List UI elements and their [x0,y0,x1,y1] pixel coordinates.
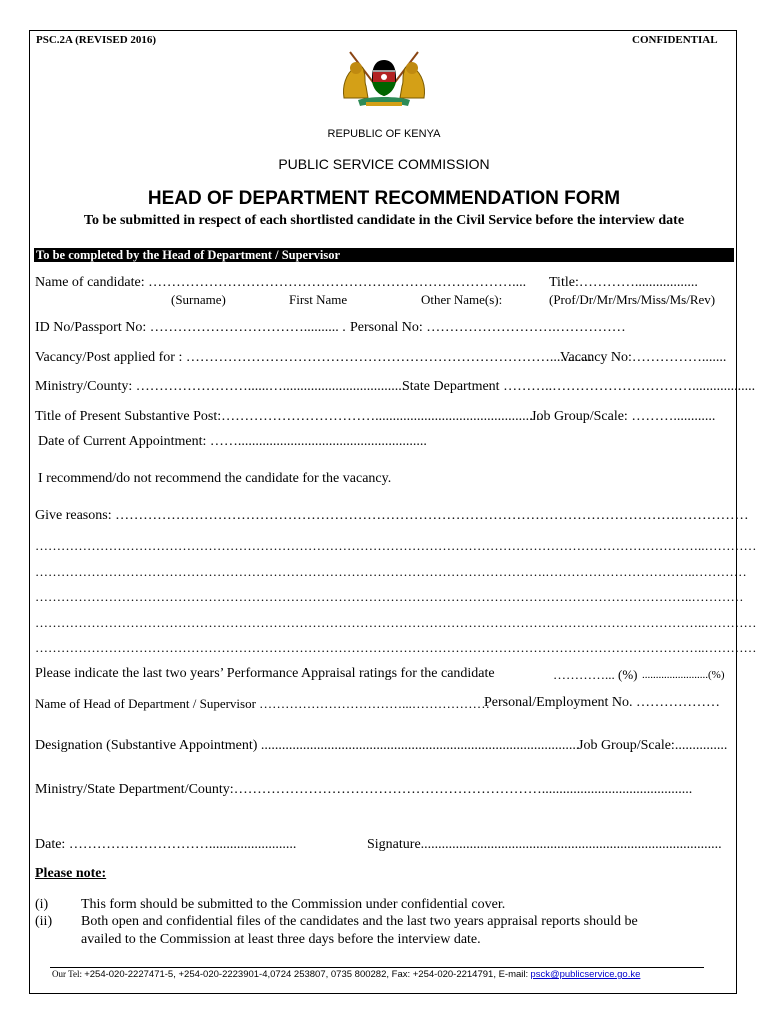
reason-line[interactable]: ……………………………………………………………………………………………………….……………………………..………… [35,564,747,579]
hod-name-field[interactable]: Name of Head of Department / Supervisor ……………………………...……………… [35,696,490,711]
reason-line[interactable]: ……………………………………………………………………………………………………………………………………..………… [35,589,744,604]
date-field[interactable]: Date: …………………………......................... [35,837,297,852]
vacancy-post-field[interactable]: Vacancy/Post applied for : ……………………………………………………………………............ [35,350,592,365]
id-passport-field[interactable]: ID No/Passport No: …………………………….......... . [35,320,346,335]
footer-email-link[interactable]: psck@publicservice.go.ke [530,969,641,980]
personal-no-field[interactable]: Personal No: ……………………….…………… [350,320,626,335]
appraisal-year-1-field[interactable]: …………... (%) [553,667,638,682]
note-number: (ii) [35,914,53,929]
appraisal-year-2-field[interactable]: ........................(%) [642,669,725,681]
confidential-label: CONFIDENTIAL [632,34,718,46]
present-post-field[interactable]: Title of Present Substantive Post:……………………………................................................ [35,409,544,424]
note-number: (i) [35,897,49,912]
footer-contacts [52,969,640,980]
republic-heading: REPUBLIC OF KENYA [327,128,441,140]
job-group-field[interactable]: Job Group/Scale: ………............ [531,409,716,424]
employment-no-field[interactable]: Personal/Employment No. ……………… [484,695,721,710]
coat-of-arms-icon [336,46,432,110]
note-text: This form should be submitted to the Commission under confidential cover. [81,897,506,912]
footer-tel-label: Our Tel: [52,969,82,979]
titles-caption: (Prof/Dr/Mr/Mrs/Miss/Ms/Rev) [549,292,716,307]
recommendation-statement: I recommend/do not recommend the candidate for the vacancy. [38,471,392,486]
signature-field[interactable]: Signature...................................................................................... [367,837,722,852]
surname-caption: (Surname) [171,292,226,307]
job-group-scale-field[interactable]: Job Group/Scale:............... [578,738,728,753]
candidate-name-field[interactable]: Name of candidate: …………………………………………………………………….... [35,275,527,290]
ministry-county-field[interactable]: Ministry/County: ……………………......…................................... [35,379,406,394]
commission-heading: PUBLIC SERVICE COMMISSION [278,156,490,172]
current-appointment-date-field[interactable]: Date of Current Appointment: ……...................................................... [38,434,427,449]
reason-line[interactable]: ………………………………………………………………………………………………………………………………………..………… [35,538,757,553]
other-names-caption: Other Name(s): [421,292,503,307]
reason-line[interactable]: ………………………………………………………………………………………………………………………………………..………… [35,640,757,655]
first-name-caption: First Name [289,292,348,307]
section-bar: To be completed by the Head of Department / Supervisor [34,248,734,262]
note-text-continued: availed to the Commission at least three days before the interview date. [81,932,481,947]
reason-line[interactable]: ………………………………………………………………………………………………………………………………………..………… [35,615,757,630]
footer-contact-numbers: +254-020-2227471-5, +254-020-2223901-4,0724 253807, 0735 800282, Fax: +254-020-2214791, E-mail: [84,969,529,980]
footer-divider [50,967,704,968]
notes-heading: Please note: [35,866,107,881]
form-subtitle: To be submitted in respect of each shortlisted candidate in the Civil Service before the interview date [83,213,685,228]
form-reference: PSC.2A (REVISED 2016) [36,34,157,46]
vacancy-no-field[interactable]: Vacancy No:……………....... [560,350,727,365]
note-text: Both open and confidential files of the candidates and the last two years appraisal reports should be [81,914,638,929]
state-department-field[interactable]: State Department ………..………………………….................. [402,379,756,394]
appraisal-prompt: Please indicate the last two years’ Performance Appraisal ratings for the candidate [35,666,495,681]
form-title: HEAD OF DEPARTMENT RECOMMENDATION FORM [147,188,621,209]
ministry-state-department-field[interactable]: Ministry/State Department/County:…………………………………………………………........................................... [35,782,693,797]
designation-field[interactable]: Designation (Substantive Appointment) ........................................................................................... [35,738,580,753]
give-reasons-field[interactable]: Give reasons: ………………………………………………………………………………………………………….…………… [35,508,749,523]
title-field[interactable]: Title:………….................. [549,275,698,290]
